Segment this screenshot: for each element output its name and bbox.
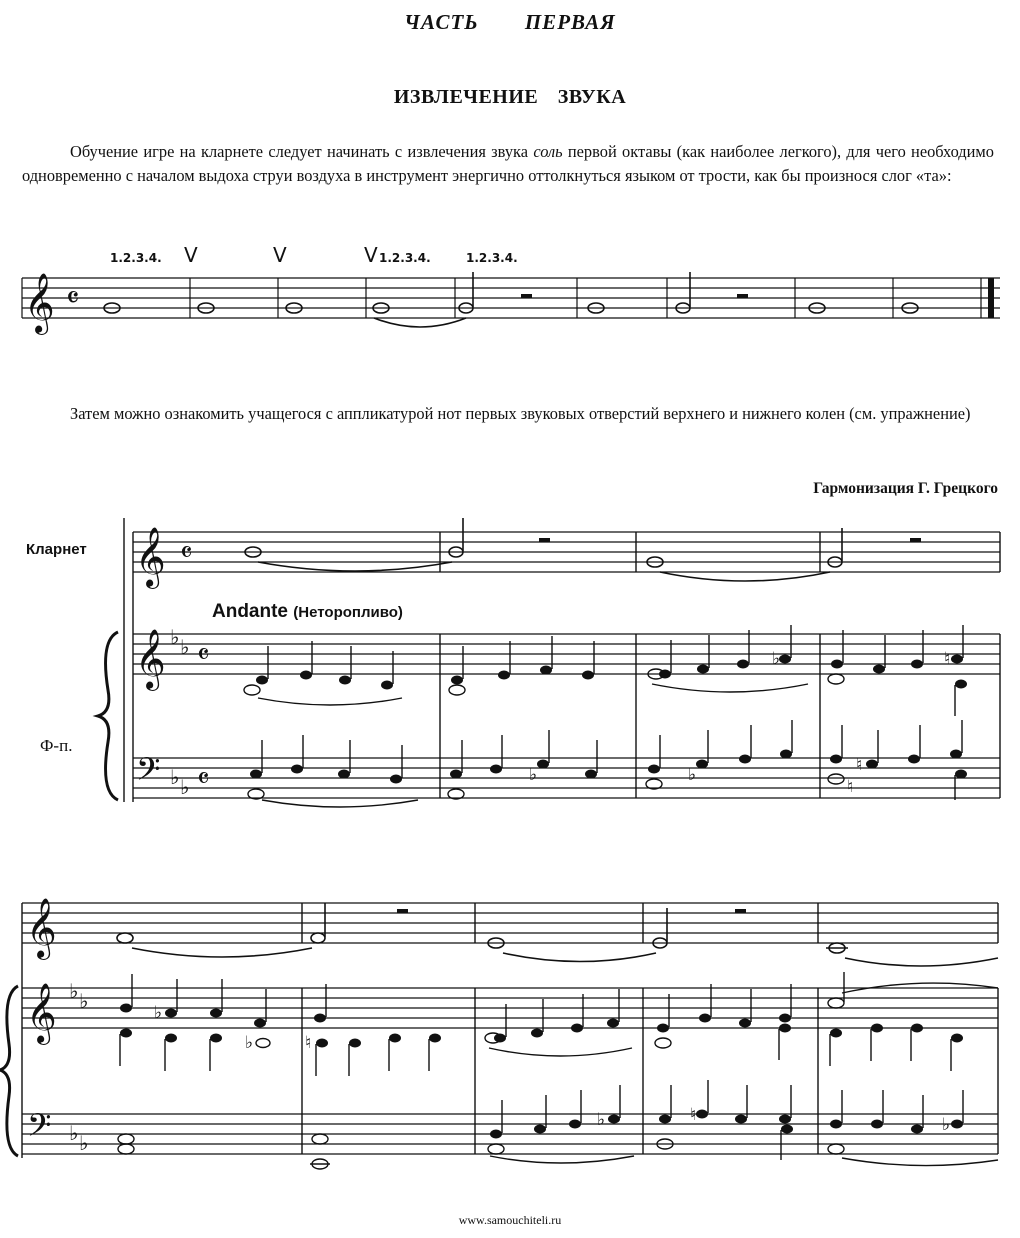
quarter-note: [390, 745, 402, 784]
natural-icon: ♮: [856, 755, 863, 775]
bass-clef-icon: 𝄢: [27, 1107, 52, 1151]
flat-icon: ♭: [180, 775, 190, 799]
quarter-note: [210, 1034, 222, 1072]
half-note: [256, 1039, 270, 1048]
quarter-note: [608, 1085, 620, 1124]
quarter-note: [389, 1034, 401, 1072]
section-title: ИЗВЛЕЧЕНИЕ ЗВУКА: [393, 86, 627, 108]
quarter-note: [657, 994, 669, 1033]
intro-text-after: первой октавы (как наиболее легкого), для чего необходимо одновременно с началом выдоха струи воздуха в инструмент энергично оттолкнуться языком от трости, как бы произнося слог «та»:: [22, 142, 994, 185]
quarter-note: [779, 1024, 791, 1061]
flat-icon: ♭: [180, 635, 190, 659]
tempo-translation: (Неторопливо): [293, 604, 403, 621]
fingering-label: 1.2.3.4.: [379, 251, 431, 265]
half-rest: [910, 538, 921, 542]
flat-icon: ♭: [942, 1115, 951, 1135]
quarter-note: [582, 641, 594, 680]
flat-icon: ♭: [79, 989, 89, 1013]
tie: [132, 948, 312, 957]
quarter-note: [537, 730, 549, 769]
half-note: [828, 528, 842, 567]
harmonization-credit: Гармонизация Г. Грецкого: [813, 480, 998, 497]
whole-note: [118, 1134, 134, 1144]
quarter-note: [381, 651, 393, 690]
natural-icon: ♮: [305, 1033, 312, 1053]
whole-note: [488, 1144, 504, 1154]
quarter-note: [951, 1034, 963, 1072]
flat-icon: ♭: [69, 979, 79, 1003]
brace-icon: [0, 986, 18, 1156]
quarter-note: [830, 1090, 842, 1129]
quarter-note: [585, 740, 597, 779]
quarter-note: [911, 630, 923, 669]
half-rest: [735, 909, 746, 913]
quarter-note: [451, 646, 463, 685]
whole-note: [118, 1144, 134, 1154]
quarter-note: [120, 974, 132, 1013]
natural-icon: ♮: [847, 777, 854, 797]
whole-note: [449, 685, 465, 695]
quarter-note: [569, 1090, 581, 1129]
quarter-note: [871, 1024, 883, 1062]
whole-note: [244, 685, 260, 695]
treble-clef-icon: 𝄞: [26, 898, 57, 958]
flat-icon: ♭: [79, 1131, 89, 1155]
piano-treble-staff-1: [133, 634, 1000, 674]
brace-icon: [98, 632, 118, 800]
bass-clef-icon: 𝄢: [136, 751, 161, 795]
tie: [652, 684, 808, 692]
quarter-note: [349, 1039, 361, 1077]
flat-icon: ♭: [170, 765, 180, 789]
tie: [262, 800, 418, 807]
quarter-note: [571, 994, 583, 1033]
quarter-note: [735, 1085, 747, 1124]
whole-note: [828, 1144, 844, 1154]
tie: [503, 953, 656, 962]
common-time-icon: 𝄴: [180, 536, 193, 569]
instrument-label-clarinet: Кларнет: [26, 541, 87, 558]
quarter-note: [830, 1029, 842, 1067]
intro-text-before: Обучение игре на кларнете следует начинать с извлечения звука: [70, 142, 534, 161]
quarter-note: [737, 630, 749, 669]
breath-mark: V: [273, 243, 287, 267]
tie: [842, 1158, 998, 1166]
tie: [489, 1048, 632, 1056]
quarter-note: [450, 740, 462, 779]
quarter-note: [739, 725, 751, 764]
quarter-note: [540, 636, 552, 675]
flat-icon: ♭: [597, 1110, 606, 1130]
quarter-note: [779, 984, 791, 1023]
quarter-note: [316, 1039, 328, 1077]
quarter-note: [911, 1024, 923, 1062]
treble-clef-icon: 𝄞: [135, 629, 166, 689]
breath-mark: V: [184, 243, 198, 267]
quarter-note: [498, 641, 510, 680]
fingering-label: 1.2.3.4.: [110, 251, 162, 265]
quarter-note: [696, 1080, 708, 1119]
instrument-label-piano: Ф-п.: [40, 736, 73, 755]
quarter-note: [866, 730, 878, 769]
exercise-staff: [22, 273, 1000, 335]
quarter-note: [250, 740, 262, 779]
treble-clef-icon: 𝄞: [24, 273, 55, 333]
flat-icon: ♭: [772, 649, 781, 669]
quarter-note: [648, 735, 660, 774]
quarter-note: [951, 1090, 963, 1129]
quarter-note: [831, 630, 843, 669]
quarter-note: [699, 984, 711, 1023]
whole-note: [117, 933, 133, 943]
half-note: [828, 972, 844, 1008]
quarter-note: [779, 1085, 791, 1124]
quarter-note: [490, 1100, 502, 1139]
flat-icon: ♭: [245, 1033, 254, 1053]
treble-clef-icon: 𝄞: [135, 527, 166, 587]
quarter-note: [490, 735, 502, 774]
quarter-note: [780, 720, 792, 759]
flat-icon: ♭: [529, 765, 538, 785]
tie: [490, 1156, 634, 1163]
quarter-note: [120, 1029, 132, 1067]
quarter-note: [338, 740, 350, 779]
quarter-note: [659, 640, 671, 679]
half-rest: [737, 294, 748, 298]
half-note: [828, 674, 844, 684]
quarter-note: [950, 720, 962, 759]
tie: [258, 698, 402, 705]
treble-clef-icon: 𝄞: [26, 983, 57, 1043]
tempo-word: Andante: [212, 601, 288, 622]
quarter-note: [339, 646, 351, 685]
breath-mark: V: [364, 243, 378, 267]
piano-bass-staff-2: [22, 1114, 998, 1154]
half-note: [449, 518, 463, 557]
quarter-note: [908, 725, 920, 764]
half-rest: [521, 294, 532, 298]
quarter-note: [955, 680, 967, 717]
whole-note: [312, 1134, 328, 1144]
quarter-note: [871, 1090, 883, 1129]
natural-icon: ♮: [944, 649, 951, 669]
quarter-note: [256, 646, 268, 685]
clarinet-staff-2: [22, 903, 998, 943]
quarter-note: [300, 641, 312, 680]
common-time-icon: 𝄴: [197, 638, 210, 671]
flat-icon: ♭: [688, 765, 697, 785]
half-rest: [539, 538, 550, 542]
tie: [845, 958, 998, 966]
half-note: [655, 1038, 671, 1048]
tie: [374, 318, 466, 327]
quarter-note: [291, 735, 303, 774]
quarter-note: [429, 1034, 441, 1072]
flat-icon: ♭: [69, 1121, 79, 1145]
applicature-text: Затем можно ознакомить учащегося с аппликатурой нот первых звуковых отверстий верхнего и нижнего колен (см. упражнение): [70, 404, 971, 423]
tie: [660, 572, 830, 581]
flat-icon: ♭: [154, 1003, 163, 1023]
quarter-note: [696, 730, 708, 769]
fingering-label: 1.2.3.4.: [466, 251, 518, 265]
common-time-icon: 𝄴: [66, 281, 80, 316]
common-time-icon: 𝄴: [197, 762, 210, 795]
tie: [258, 562, 452, 571]
half-rest: [397, 909, 408, 913]
intro-note-name: соль: [533, 142, 563, 161]
quarter-note: [781, 1125, 793, 1161]
quarter-note: [830, 725, 842, 764]
clarinet-staff-1: [133, 532, 1000, 572]
flat-icon: ♭: [170, 625, 180, 649]
quarter-note: [314, 984, 326, 1023]
quarter-note: [659, 1085, 671, 1124]
natural-icon: ♮: [690, 1105, 697, 1125]
final-barline: [988, 278, 994, 318]
quarter-note: [494, 1004, 506, 1043]
half-note: [828, 774, 844, 784]
footer-url: www.samouchiteli.ru: [458, 1213, 562, 1227]
quarter-note: [955, 770, 967, 801]
piano-treble-staff-2: [22, 988, 998, 1028]
half-note: [653, 908, 667, 948]
part-title: ЧАСТЬ ПЕРВАЯ: [404, 10, 616, 34]
quarter-note: [165, 1034, 177, 1072]
